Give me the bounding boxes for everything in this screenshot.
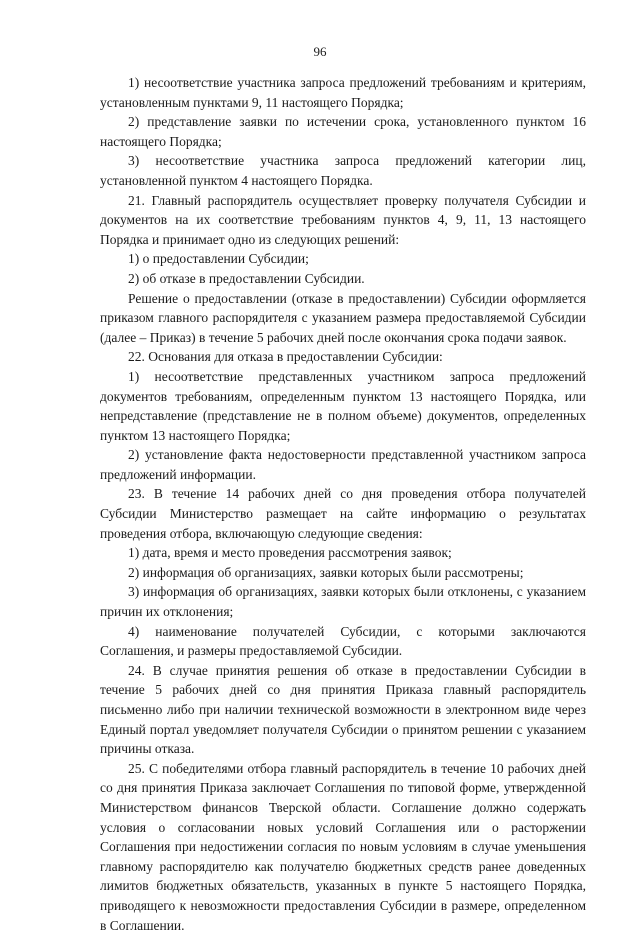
paragraph: 2) представление заявки по истечении срока, установленного пунктом 16 настоящего Порядка; [100,114,586,149]
paragraph: 1) несоответствие представленных участником запроса предложений документов требованиям, определенным пунктом 13 настоящего Порядка, или непредставление (представление не в полном объеме) документов, определенных пунктом 13 настоящего Порядка; [100,368,586,443]
paragraph: 2) информация об организациях, заявки которых были рассмотрены; [128,564,524,580]
paragraph: 21. Главный распорядитель осуществляет проверку получателя Субсидии и документов на их соответствие требованиям пунктов 4, 9, 11, 13 настоящего Порядка и принимает одно из следующих решений: [100,192,586,247]
paragraph: 23. В течение 14 рабочих дней со дня проведения отбора получателей Субсидии Министерство размещает на сайте информацию о результатах проведения отбора, включающую следующие сведения: [100,486,586,541]
paragraph: 2) об отказе в предоставлении Субсидии. [128,270,365,286]
paragraph: 1) несоответствие участника запроса предложений требованиям и критериям, установленным пунктами 9, 11 настоящего Порядка; [100,75,586,110]
paragraph: 25. С победителями отбора главный распорядитель в течение 10 рабочих дней со дня принятия Приказа заключает Соглашения по типовой форме, утвержденной Министерством финансов Тверской области. Соглашение должно содержать условия о согласовании новых условий Соглашения или о расторжении Соглашения при недостижении согласия по новым условиям в случае уменьшения главному распорядителю как получателю бюджетных средств ранее доведенных лимитов бюджетных обязательств, указанных в пункте 5 настоящего Порядка, приводящего к невозможности предоставления Субсидии в размере, определенном в Соглашении. [100,760,586,933]
paragraph: 24. В случае принятия решения об отказе в предоставлении Субсидии в течение 5 рабочих дней со дня принятия Приказа главный распорядитель письменно либо при наличии технической возможности в электронном виде через Единый портал уведомляет получателя Субсидии о принятом решении с указанием причины отказа. [100,662,586,757]
paragraph: 3) информация об организациях, заявки которых были отклонены, с указанием причин их отклонения; [100,584,586,620]
page-number: 96 [313,44,327,59]
paragraph: 1) дата, время и место проведения рассмотрения заявок; [128,545,452,561]
paragraph: 3) несоответствие участника запроса предложений категории лиц, установленной пунктом 4 настоящего Порядка. [100,153,586,188]
document-body [100,73,586,935]
paragraph: 1) о предоставлении Субсидии; [128,251,309,267]
paragraph: 2) установление факта недостоверности представленной участником запроса предложений информации. [100,447,586,482]
paragraph: 4) наименование получателей Субсидии, с которыми заключаются Соглашения, и размеры предоставляемой Субсидии. [100,623,586,659]
paragraph: Решение о предоставлении (отказе в предоставлении) Субсидии оформляется приказом главного распорядителя с указанием размера предоставляемой Субсидии (далее – Приказ) в течение 5 рабочих дней после окончания срока подачи заявок. [100,290,586,345]
paragraph: 22. Основания для отказа в предоставлении Субсидии: [128,349,443,365]
